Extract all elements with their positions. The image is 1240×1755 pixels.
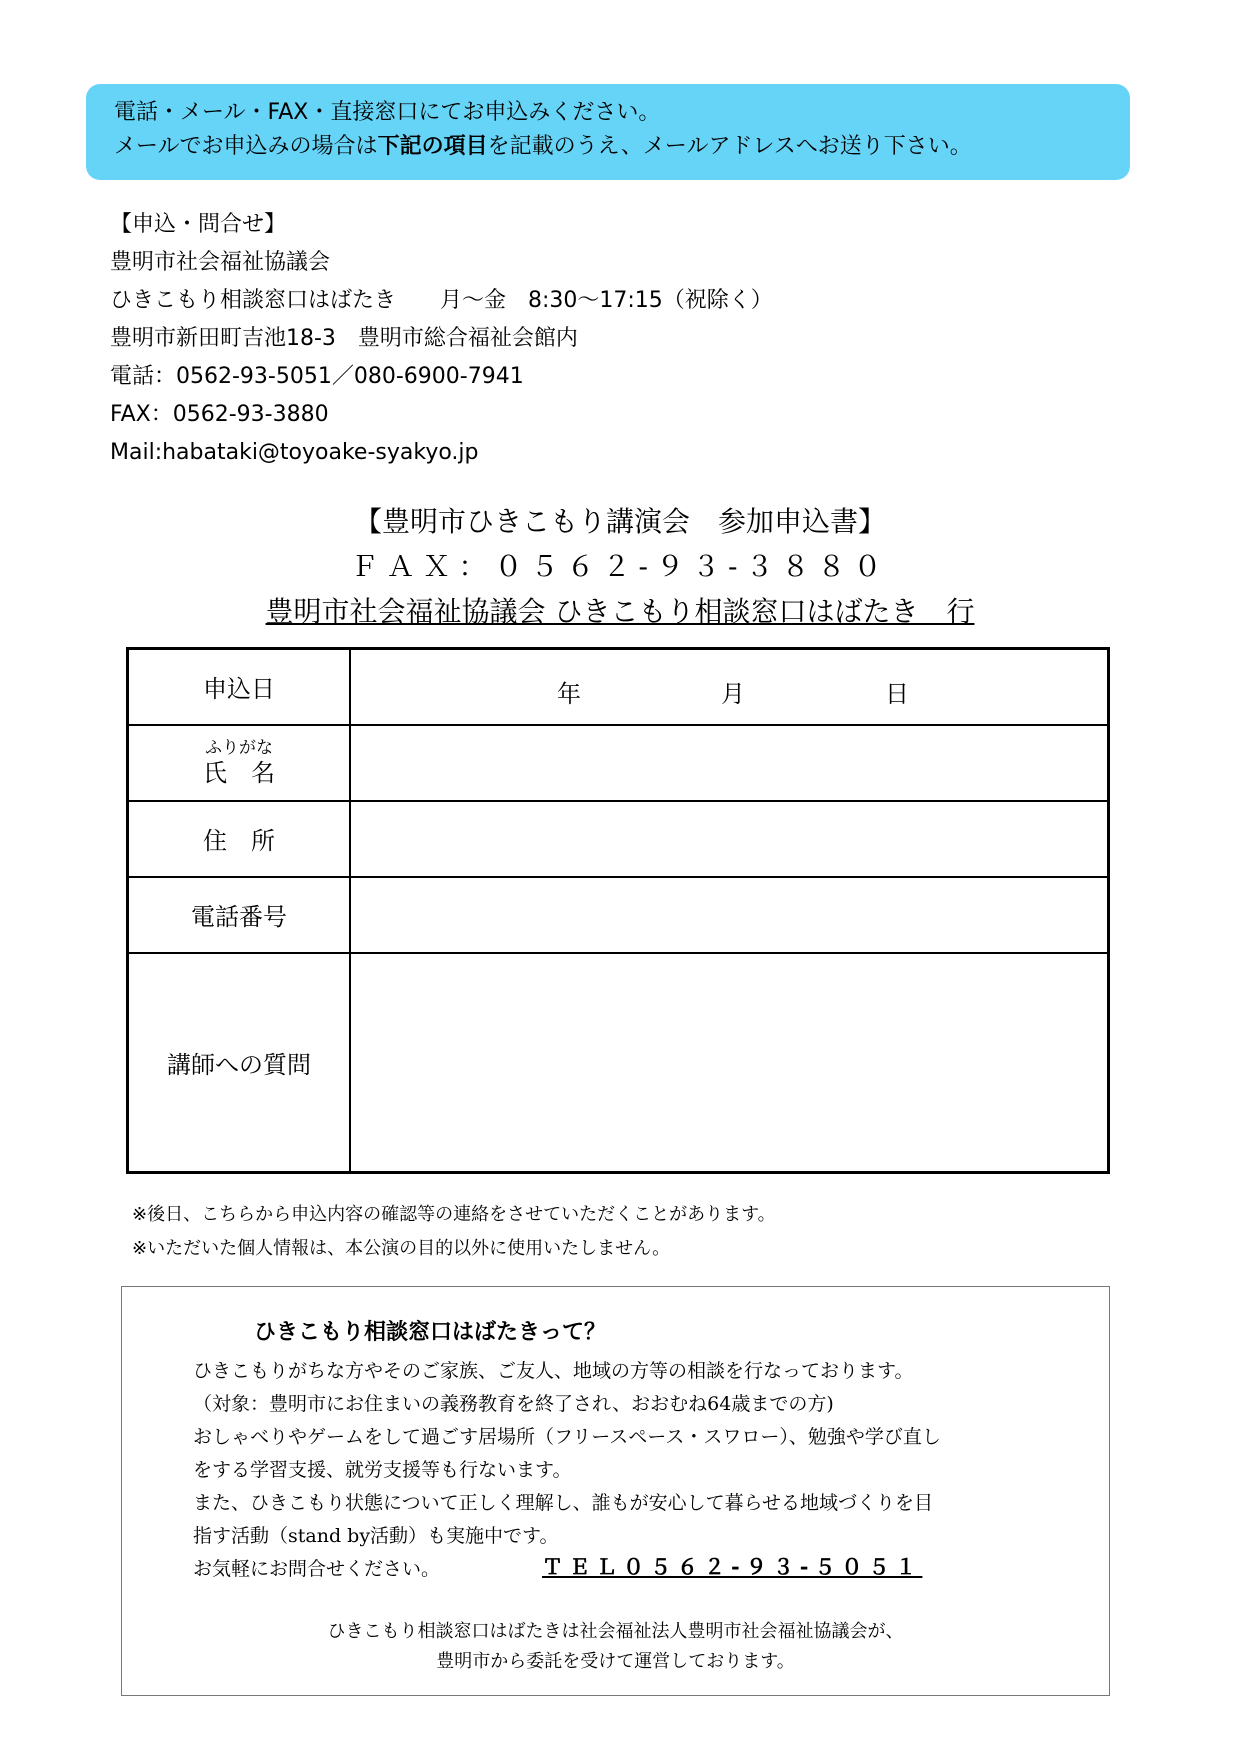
about-heading: ひきこもり相談窓口はばたきって？ <box>254 1320 607 1345</box>
application-methods-banner <box>86 84 1130 180</box>
furigana-label: ふりがな <box>205 737 273 758</box>
about-body: ひきこもりがちな方やそのご家族、ご友人、地域の方等の相談を行なっております。 （対象：豊明市にお住まいの義務教育を終了され、おおむね64歳までの方) おしゃべりやゲームをして過ごす居場所（フリースペース・スワロー）、勉強や学び直し をする学習支援、就労支援等も行ないます。 また、ひきこもり状態について正しく理解し、誰もが安心して暮らせる地域づくりを目 指す活動（stand by活動）も実施中です。 お気軽にお問合せください。 <box>193 1360 941 1580</box>
name-field[interactable] <box>350 725 1109 801</box>
notes <box>132 1198 776 1266</box>
phone-label: 電話番号 <box>128 877 351 953</box>
application-form-table <box>126 647 1110 1174</box>
day-label: 日 <box>885 680 909 708</box>
contact-heading: 【申込・問合せ】 <box>110 212 287 237</box>
name-label: ふりがな 氏 名 <box>128 725 351 801</box>
year-label: 年 <box>557 680 581 708</box>
form-addressee: 豊明市社会福祉協議会 ひきこもり相談窓口はばたき 行 <box>265 595 975 628</box>
tel-number[interactable]: ＴＥＬ０５６２-９３-５０５１ <box>542 1554 923 1579</box>
contact-info <box>110 206 773 472</box>
address-label: 住 所 <box>128 801 351 877</box>
note-2: ※いただいた個人情報は、本公演の目的以外に使用いたしません。 <box>132 1238 671 1259</box>
banner-line-2: メールでお申込みの場合は下記の項目を記載のうえ、メールアドレスへお送り下さい。 <box>114 134 972 159</box>
date-field[interactable] <box>350 649 1109 725</box>
date-label: 申込日 <box>128 649 351 725</box>
banner-bold-items: 下記の項目 <box>377 134 488 159</box>
address-field[interactable] <box>350 801 1109 877</box>
form-fax-number: ＦＡＸ：０５６２-９３-３８８０ <box>350 550 890 583</box>
question-label: 講師への質問 <box>128 953 351 1173</box>
about-footer: ひきこもり相談窓口はばたきは社会福祉法人豊明市社会福祉協議会が、 豊明市から委託を受けて運営しております。 <box>327 1621 904 1672</box>
about-habataki-box <box>121 1286 1110 1696</box>
month-label: 月 <box>721 680 745 708</box>
contact-fax: FAX：0562-93-3880 <box>110 402 329 427</box>
question-field[interactable] <box>350 953 1109 1173</box>
note-1: ※後日、こちらから申込内容の確認等の連絡をさせていただくことがあります。 <box>132 1204 776 1225</box>
phone-field[interactable] <box>350 877 1109 953</box>
contact-org: 豊明市社会福祉協議会 <box>110 250 331 275</box>
contact-phone: 電話：0562-93-5051／080-6900-7941 <box>110 364 524 389</box>
banner-line-1: 電話・メール・FAX・直接窓口にてお申込みください。 <box>114 100 661 125</box>
form-title: 【豊明市ひきこもり講演会 参加申込書】 <box>353 505 886 538</box>
contact-address: 豊明市新田町吉池18-3 豊明市総合福祉会館内 <box>110 326 578 351</box>
contact-office-hours: ひきこもり相談窓口はばたき 月～金 8:30～17:15（祝除く） <box>110 288 773 313</box>
contact-mail[interactable]: Mail:habataki@toyoake-syakyo.jp <box>110 440 479 465</box>
